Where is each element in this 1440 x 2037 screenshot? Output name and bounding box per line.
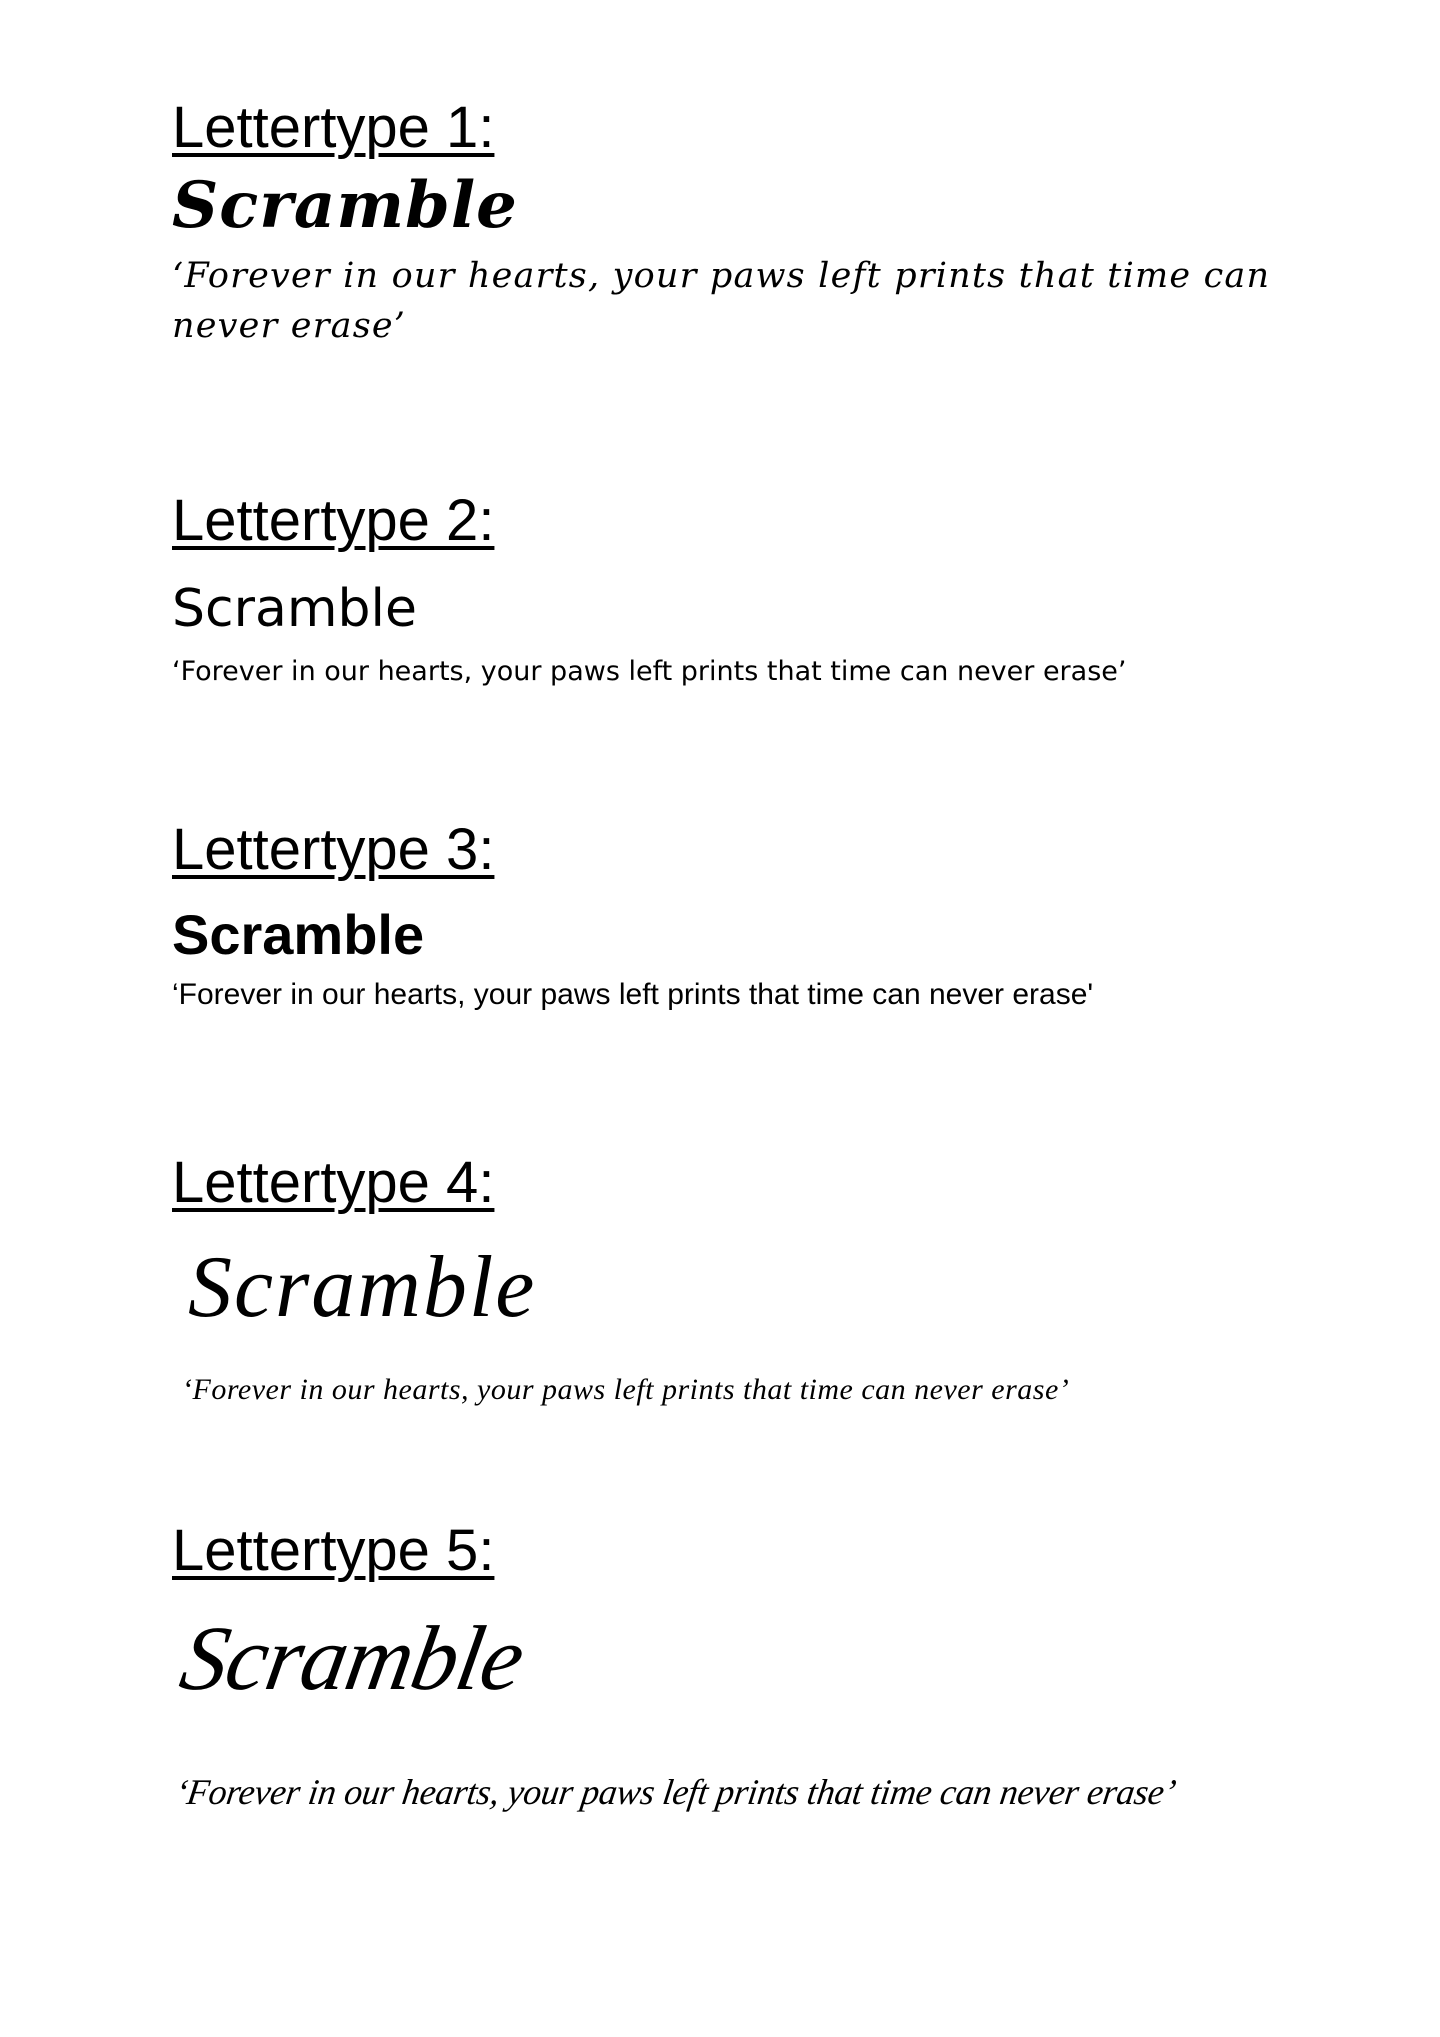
font-sample-3 (172, 817, 1322, 1015)
sample-word: Scramble (188, 1239, 537, 1336)
section-heading: Lettertype 1: (172, 95, 495, 160)
font-sample-2 (172, 488, 1322, 692)
sample-word: Scramble (172, 903, 425, 966)
sample-word: Scramble (173, 1607, 532, 1709)
sample-word: Scramble (172, 579, 417, 639)
font-sample-1 (172, 95, 1322, 351)
section-heading: Lettertype 3: (172, 817, 495, 882)
sample-quote: ‘Forever in our hearts, your paws left prints that time can never erase’ (172, 256, 1271, 346)
section-heading: Lettertype 2: (172, 488, 495, 553)
sample-quote: ‘Forever in our hearts, your paws left prints that time can never erase’ (172, 656, 1127, 687)
section-heading: Lettertype 4: (172, 1150, 495, 1215)
sample-quote: ‘Forever in our hearts, your paws left prints that time can never erase’ (182, 1373, 1070, 1406)
sample-word: Scramble (172, 168, 518, 243)
font-sample-4 (172, 1150, 1322, 1412)
sample-quote: ‘Forever in our hearts, your paws left prints that time can never erase’ (172, 1772, 1179, 1812)
section-heading: Lettertype 5: (172, 1518, 495, 1583)
font-sample-5 (172, 1518, 1322, 1818)
sample-quote: ‘Forever in our hearts, your paws left prints that time can never erase' (172, 978, 1094, 1011)
